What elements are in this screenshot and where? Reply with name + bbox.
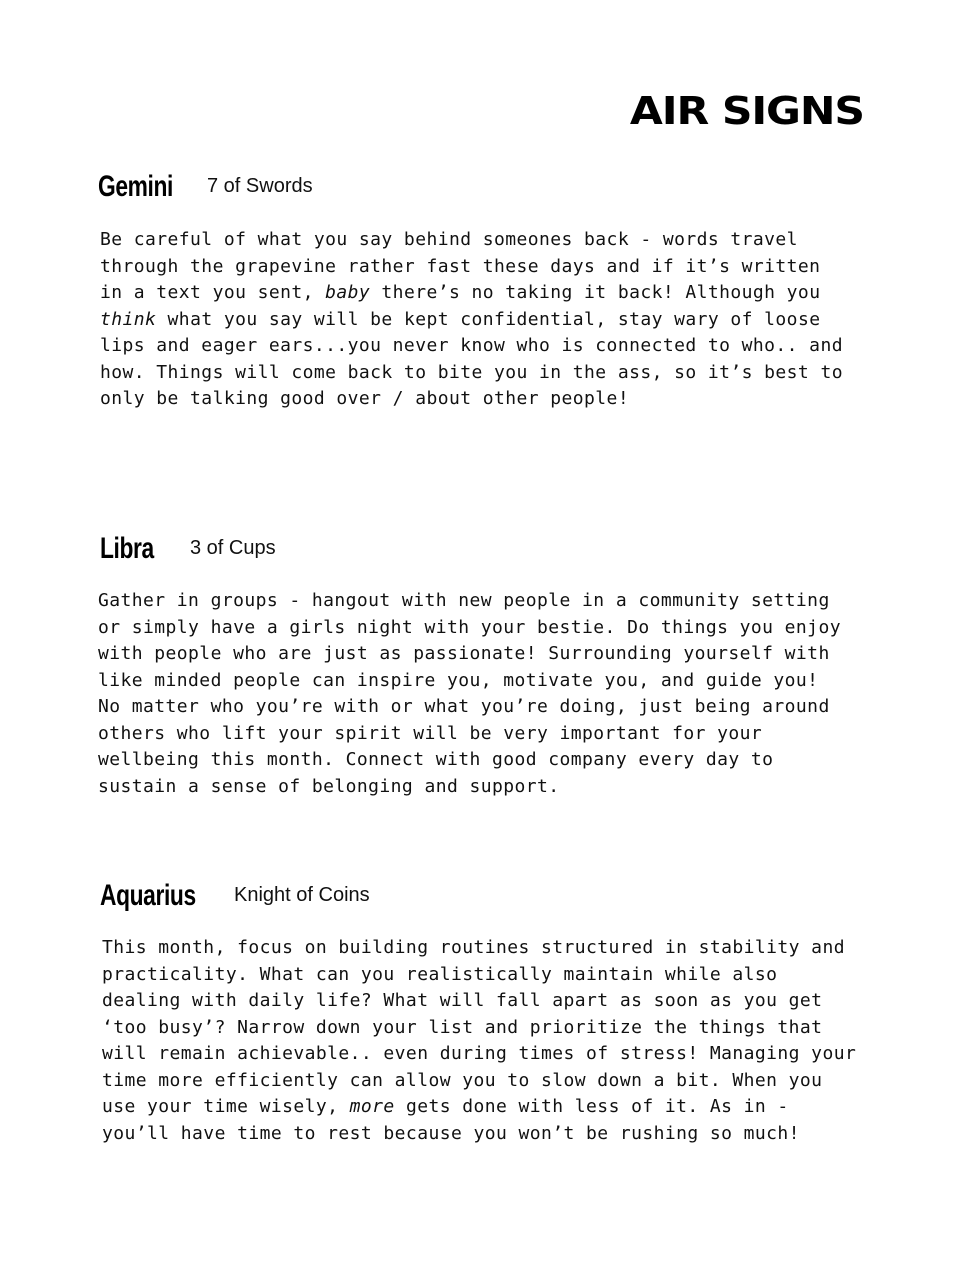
sign-section-libra — [0, 532, 980, 797]
reading-line: use your time wisely, more gets done with less of it. As in - — [102, 1096, 789, 1117]
reading-line: No matter who you’re with or what you’re doing, just being around — [98, 696, 830, 717]
sign-name: Libra — [100, 532, 154, 565]
sign-name: Aquarius — [100, 879, 196, 912]
horoscope-reading — [100, 227, 843, 413]
sign-section-aquarius — [0, 879, 980, 1144]
reading-line: dealing with daily life? What will fall apart as soon as you get — [102, 990, 823, 1011]
horoscope-reading — [102, 935, 856, 1147]
sign-header — [0, 534, 980, 574]
reading-line: you’ll have time to rest because you won’t be rushing so much! — [102, 1122, 800, 1144]
horoscope-reading — [98, 588, 841, 800]
tarot-card-label: 3 of Cups — [190, 537, 276, 559]
emphasis-text: think — [100, 308, 157, 330]
sign-section-gemini — [0, 170, 980, 409]
reading-line: Gather in groups - hangout with new people in a community setting — [98, 590, 830, 611]
reading-line: like minded people can inspire you, motivate you, and guide you! — [98, 669, 819, 691]
sign-header — [0, 881, 980, 921]
emphasis-text: more — [349, 1096, 395, 1117]
reading-line: with people who are just as passionate! Surrounding yourself with — [98, 643, 830, 664]
reading-line: Be careful of what you say behind someones back - words travel — [100, 229, 798, 250]
reading-line: sustain a sense of belonging and support. — [98, 775, 560, 797]
tarot-card-label: Knight of Coins — [234, 884, 370, 906]
reading-line: This month, focus on building routines structured in stability and — [102, 937, 845, 958]
reading-line: think what you say will be kept confidential, stay wary of loose — [100, 308, 821, 330]
reading-line: wellbeing this month. Connect with good company every day to — [98, 749, 774, 770]
reading-line: through the grapevine rather fast these days and if it’s written — [100, 255, 821, 277]
reading-line: only be talking good over / about other people! — [100, 388, 630, 409]
reading-line: will remain achievable.. even during times of stress! Managing your — [102, 1043, 857, 1064]
reading-line: others who lift your spirit will be very important for your — [98, 722, 763, 744]
reading-line: practicality. What can you realistically maintain while also — [102, 963, 778, 985]
reading-line: lips and eager ears...you never know who is connected to who.. and — [100, 335, 843, 356]
sign-name: Gemini — [98, 170, 174, 203]
reading-line: time more efficiently can allow you to slow down a bit. When you — [102, 1069, 823, 1091]
reading-line: or simply have a girls night with your bestie. Do things you enjoy — [98, 616, 841, 638]
page-title: AIR SIGNS — [630, 89, 864, 133]
emphasis-text: baby — [325, 282, 371, 303]
reading-line: how. Things will come back to bite you in the ass, so it’s best to — [100, 361, 843, 383]
reading-line: ‘too busy’? Narrow down your list and prioritize the things that — [102, 1016, 823, 1038]
reading-line: in a text you sent, baby there’s no taking it back! Although you — [100, 282, 821, 303]
sign-header — [0, 172, 980, 212]
tarot-card-label: 7 of Swords — [207, 175, 313, 197]
